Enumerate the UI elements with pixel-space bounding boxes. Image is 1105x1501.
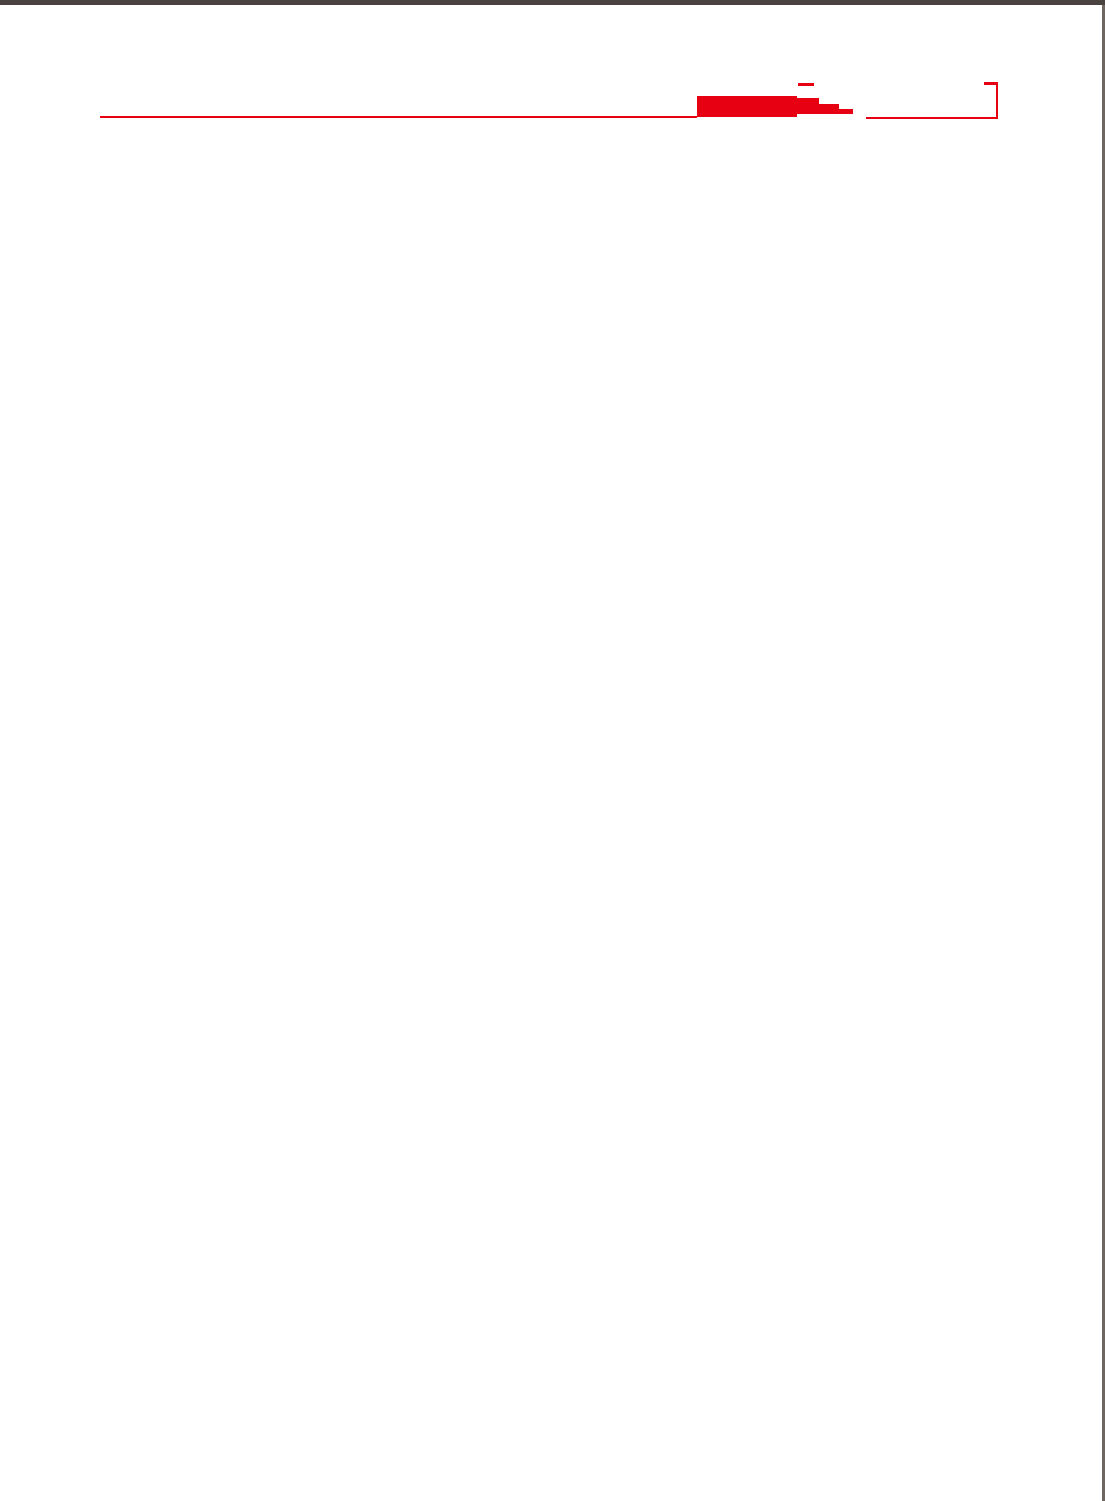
- logo-dash-left: [798, 83, 814, 86]
- header-rule: [100, 116, 697, 118]
- badge-step-decoration: [797, 98, 819, 114]
- logo-corner-vertical: [996, 82, 998, 119]
- badge-step-decoration: [839, 109, 853, 114]
- logo-corner-horizontal: [866, 117, 998, 119]
- badge-step-decoration: [819, 104, 839, 114]
- magazine-name-badge: [697, 96, 797, 117]
